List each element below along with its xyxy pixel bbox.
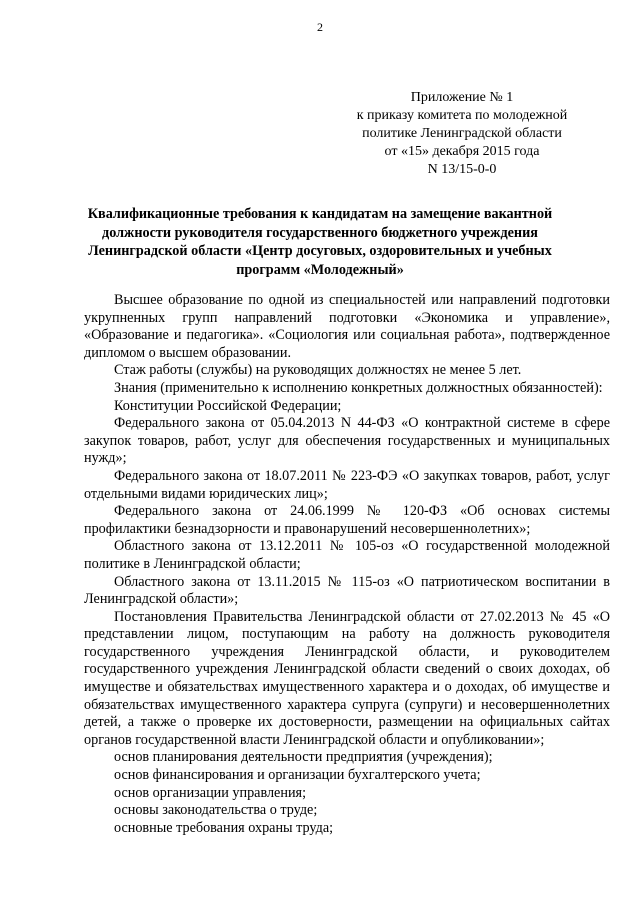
requirement-item: основ планирования деятельности предприятия (учреждения);	[114, 749, 493, 766]
paragraph-resolution-45: Постановления Правительства Ленинградской области от 27.02.2013 № 45 «О представлении лицом, поступающим на работу на должность руководителя государственного учреждения Ленинградской области, и руководителем государственного учреждения Ленинградской области сведений о своих доходах, об имуществе и обязательствах имущественного характера и о доходах, об имуществе и обязательствах имущественного характера супруга (супруги) и несовершеннолетних детей, а также о проверке их достоверности, размещении на официальных сайтах органов государственной власти Ленинградской области и опубликовании»;	[84, 608, 610, 748]
requirement-item: основ финансирования и организации бухгалтерского учета;	[114, 767, 481, 784]
appendix-line: N 13/15-0-0	[427, 162, 497, 177]
paragraph-constitution: Конституции Российской Федерации;	[114, 397, 342, 414]
paragraph-regional-law-105: Областного закона от 13.12.2011 № 105-оз «О государственной молодежной политике в Ленинградской области;	[84, 538, 610, 572]
paragraph-law-120: Федерального закона от 24.06.1999 № 120-ФЗ «Об основах системы профилактики безнадзорности и правонарушений несовершеннолетних»;	[84, 503, 610, 537]
requirement-item: основные требования охраны труда;	[114, 819, 334, 836]
paragraph-education: Высшее образование по одной из специальностей или направлений подготовки укрупненных групп направлений подготовки «Экономика и управление», «Образование и педагогика». «Социология или социальная работа», подтвержденное дипломом о высшем образовании.	[84, 292, 610, 361]
paragraph-law-223: Федерального закона от 18.07.2011 № 223-ФЭ «О закупках товаров, работ, услуг отдельными видами юридических лиц»;	[84, 467, 610, 502]
paragraph-knowledge: Знания (применительно к исполнению конкретных должностных обязанностей):	[114, 379, 603, 396]
appendix-line: к приказу комитета по молодежной	[356, 108, 568, 123]
title-line: программ «Молодежный»	[236, 261, 404, 278]
paragraph-experience: Стаж работы (службы) на руководящих должностях не менее 5 лет.	[114, 362, 522, 379]
appendix-line: Приложение № 1	[410, 90, 514, 105]
paragraph-law-44: Федерального закона от 05.04.2013 N 44-ФЗ «О контрактной системе в сфере закупок товаров, работ, услуг для обеспечения государственных и муниципальных нужд»;	[84, 415, 610, 467]
requirement-item: основы законодательства о труде;	[114, 802, 318, 819]
title-line: Квалификационные требования к кандидатам на замещение вакантной	[87, 206, 553, 222]
appendix-line: политике Ленинградской области	[362, 126, 562, 141]
page-number: 2	[317, 20, 323, 34]
appendix-line: от «15» декабря 2015 года	[384, 144, 540, 159]
requirement-item: основ организации управления;	[114, 784, 307, 801]
document-title	[70, 205, 570, 279]
document-body	[84, 292, 610, 837]
appendix-header	[322, 89, 602, 179]
paragraph-regional-law-115: Областного закона от 13.11.2015 № 115-оз «О патриотическом воспитании в Ленинградской области»;	[84, 573, 610, 608]
title-line: должности руководителя государственного бюджетного учреждения	[102, 224, 538, 241]
title-line: Ленинградской области «Центр досуговых, оздоровительных и учебных	[88, 243, 552, 259]
